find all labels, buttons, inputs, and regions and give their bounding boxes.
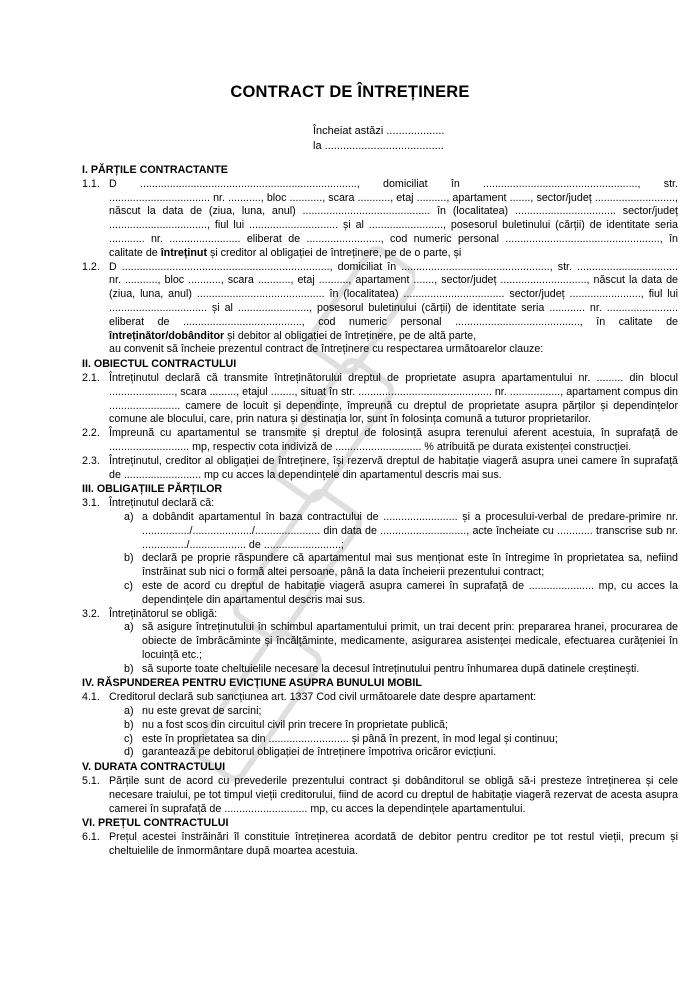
list-item	[82, 663, 678, 677]
clause-3-1	[82, 497, 678, 511]
concluded-date: Încheiat astăzi ...................	[313, 125, 445, 137]
item-text: declară pe proprie răspundere că apartamentul mai sus menționat este în întregime în proprietatea sa, nefiind înstrăinat sub nici o formă altei persoane, până la data încheierii prezentului contract;	[142, 552, 678, 579]
list-item	[82, 705, 678, 719]
clause-text: Prețul acestei înstrăinări îl constituie întreținerea acordată de debitor pentru creditor pe tot restul vieții, precum și cheltuielile de înmormântare după moartea acestuia.	[109, 831, 678, 858]
clause-text: Împreună cu apartamentul se transmite și dreptul de folosință asupra terenului aferent acestuia, în suprafață de ........................... mp, respectiv cota indiviză de ............................. % atribuită pe durata existenței construcției.	[109, 427, 678, 453]
clause-number: 1.1.	[82, 177, 100, 190]
concluded-place: la .......................................	[313, 140, 444, 152]
clause-number: 3.1.	[82, 497, 100, 510]
clause-5-1	[82, 775, 678, 816]
section-heading: IV. RĂSPUNDEREA PENTRU EVICȚIUNE ASUPRA BUNULUI MOBIL	[82, 677, 422, 690]
clause-text: Întreținutul, creditor al obligației de întreținere, își rezervă dreptul de habitație viageră asupra unei camere în suprafață de .......................... mp cu acces la dependințele din apartamentul descris mai sus.	[109, 454, 678, 481]
clause-number: 1.2.	[82, 260, 100, 273]
clause-number: 3.2.	[82, 607, 100, 620]
clause-4-1	[82, 691, 678, 705]
clause-text: Întreținutul declară că:	[109, 497, 215, 510]
section-heading: II. OBIECTUL CONTRACTULUI	[82, 358, 237, 371]
item-letter: b)	[124, 718, 134, 731]
clause-number: 2.1.	[82, 371, 100, 384]
item-text: nu este grevat de sarcini;	[142, 705, 262, 718]
document-title: CONTRACT DE ÎNTREȚINERE	[230, 83, 470, 101]
clause-2-3	[82, 455, 678, 483]
clause-bold-term: întreținător/dobânditor	[109, 329, 225, 342]
item-letter: d)	[124, 746, 134, 759]
clause-6-1	[82, 831, 678, 859]
item-text: să asigure întreținutului în schimbul apartamentului primit, un trai decent prin: prepararea hranei, procurarea de obiecte de îmbrăcăminte și încălțăminte, medicamente, asigurarea asistenței medicale, efectuarea curățeniei în locuință etc.;	[142, 621, 678, 661]
section-heading: I. PĂRȚILE CONTRACTANTE	[82, 164, 228, 176]
section-heading: VI. PREȚUL CONTRACTULUI	[82, 817, 229, 830]
item-text: să suporte toate cheltuielile necesare la decesul întreținutului pentru înhumarea după datinele creștinești.	[142, 662, 640, 675]
item-text: a dobândit apartamentul în baza contractului de ......................... și a procesului-verbal de predare-primire nr. ................/..................../...................... din data de ............................., acte încheiate cu ............ transcrise sub nr. .............../................... de ..........................;	[142, 510, 678, 551]
parties-closing	[82, 343, 678, 357]
clause-number: 4.1.	[82, 691, 100, 704]
clause-3-2	[82, 608, 678, 622]
clause-text: Părțile sunt de acord cu prevederile prezentului contract și dobânditorul se obligă să-i presteze întreținerea și cele necesare traiului, pe tot timpul vieții creditorului, fiind de acord cu dreptul de habitație viageră rezervat de acesta asupra camerei în suprafață de ............................ mp, cu acces la dependințele apartamentului.	[109, 775, 678, 815]
item-letter: b)	[124, 662, 134, 675]
item-letter: c)	[124, 732, 133, 745]
clause-text: Creditorul declară sub sancțiunea art. 1337 Cod civil următoarele date despre apartament:	[109, 691, 537, 704]
list-item	[82, 621, 678, 662]
list-item	[82, 511, 678, 552]
clause-number: 5.1.	[82, 775, 100, 788]
clause-2-1	[82, 372, 678, 427]
clause-text: D ........................................................................., domiciliat în ...................................................., str. .................................. nr. ..........., bloc ..........., scara ..........., etaj .........., apartament ......., sector/județ ..........................., născut la data de (ziua, luna, anul) ........................................... în (localitatea) .................................. sector/județ ................................., fiul lui .............................. și al ........................., posesorul buletinului (cărții) de identitate seria ............ nr. ........................ eliberat de ........................., cod numeric personal ...................................................., în calitate de	[109, 177, 678, 259]
item-letter: c)	[124, 579, 133, 592]
item-text: este în proprietatea sa din ........................... și până în prezent, în mod legal și continuu;	[142, 732, 558, 745]
list-item	[82, 746, 678, 760]
clause-text: Întreținătorul se obligă:	[109, 607, 218, 620]
item-letter: a)	[124, 621, 134, 634]
list-item	[82, 552, 678, 580]
clause-text: Întreținutul declară că transmite întreținătorului dreptul de proprietate asupra apartamentului nr. ......... din blocul ......................, scara ........., etajul ........, situat în str. ............................................. nr. ................., apartament compus din ........................ camere de locuit și dependințe, împreună cu dreptul de proprietate asupra părților și dependințelor comune ale blocului, care, prin natura și destinația lor, sunt în folosința comună a tuturor proprietarilor.	[109, 371, 678, 426]
list-item	[82, 719, 678, 733]
clause-number: 2.3.	[82, 454, 100, 467]
clause-2-2	[82, 427, 678, 455]
clause-bold-term: întreținut	[160, 246, 208, 259]
list-item	[82, 580, 678, 608]
item-text: este de acord cu dreptul de habitație viageră asupra camerei în suprafață de ...................... mp, cu acces la dependințele din apartamentul descris mai sus.	[142, 579, 678, 606]
clause-text-end: și debitor al obligației de întreținere, pe de altă parte,	[224, 329, 477, 342]
item-text: nu a fost scos din circuitul civil prin trecere în proprietate publică;	[142, 718, 448, 731]
clause-1-1	[82, 178, 678, 261]
item-letter: b)	[124, 552, 134, 565]
clause-number: 6.1.	[82, 831, 100, 844]
list-item	[82, 733, 678, 747]
clause-1-2	[82, 261, 678, 344]
section-heading: III. OBLIGAȚIILE PĂRȚILOR	[82, 483, 223, 496]
clause-text-end: și creditor al obligației de întreținere, pe de o parte, și	[207, 246, 462, 259]
clause-text: D ......................................................................, domiciliat în .................................................., str. .................................. nr. ..........., bloc ..........., scara ..........., etaj .........., apartament ......., sector/județ ............................., născut la data de (ziua, luna, anul) ........................................... în (localitatea) .................................. sector/județ ........................, fiul lui ................................. și al ........................, posesorul buletinului (cărții) de identitate seria ............ nr. ........................ eliberat de ........................................, cod numeric personal .........................................., în calitate de	[109, 260, 678, 328]
clause-number: 2.2.	[82, 427, 100, 440]
item-letter: a)	[124, 510, 134, 523]
section-heading: V. DURATA CONTRACTULUI	[82, 761, 226, 774]
item-text: garantează pe debitorul obligației de întreținere împotriva oricăror evicțiuni.	[142, 746, 497, 759]
clause-text: au convenit să încheie prezentul contract de întreținere cu respectarea următoarelor clauze:	[109, 343, 544, 356]
contract-body	[82, 163, 678, 859]
item-letter: a)	[124, 705, 134, 718]
